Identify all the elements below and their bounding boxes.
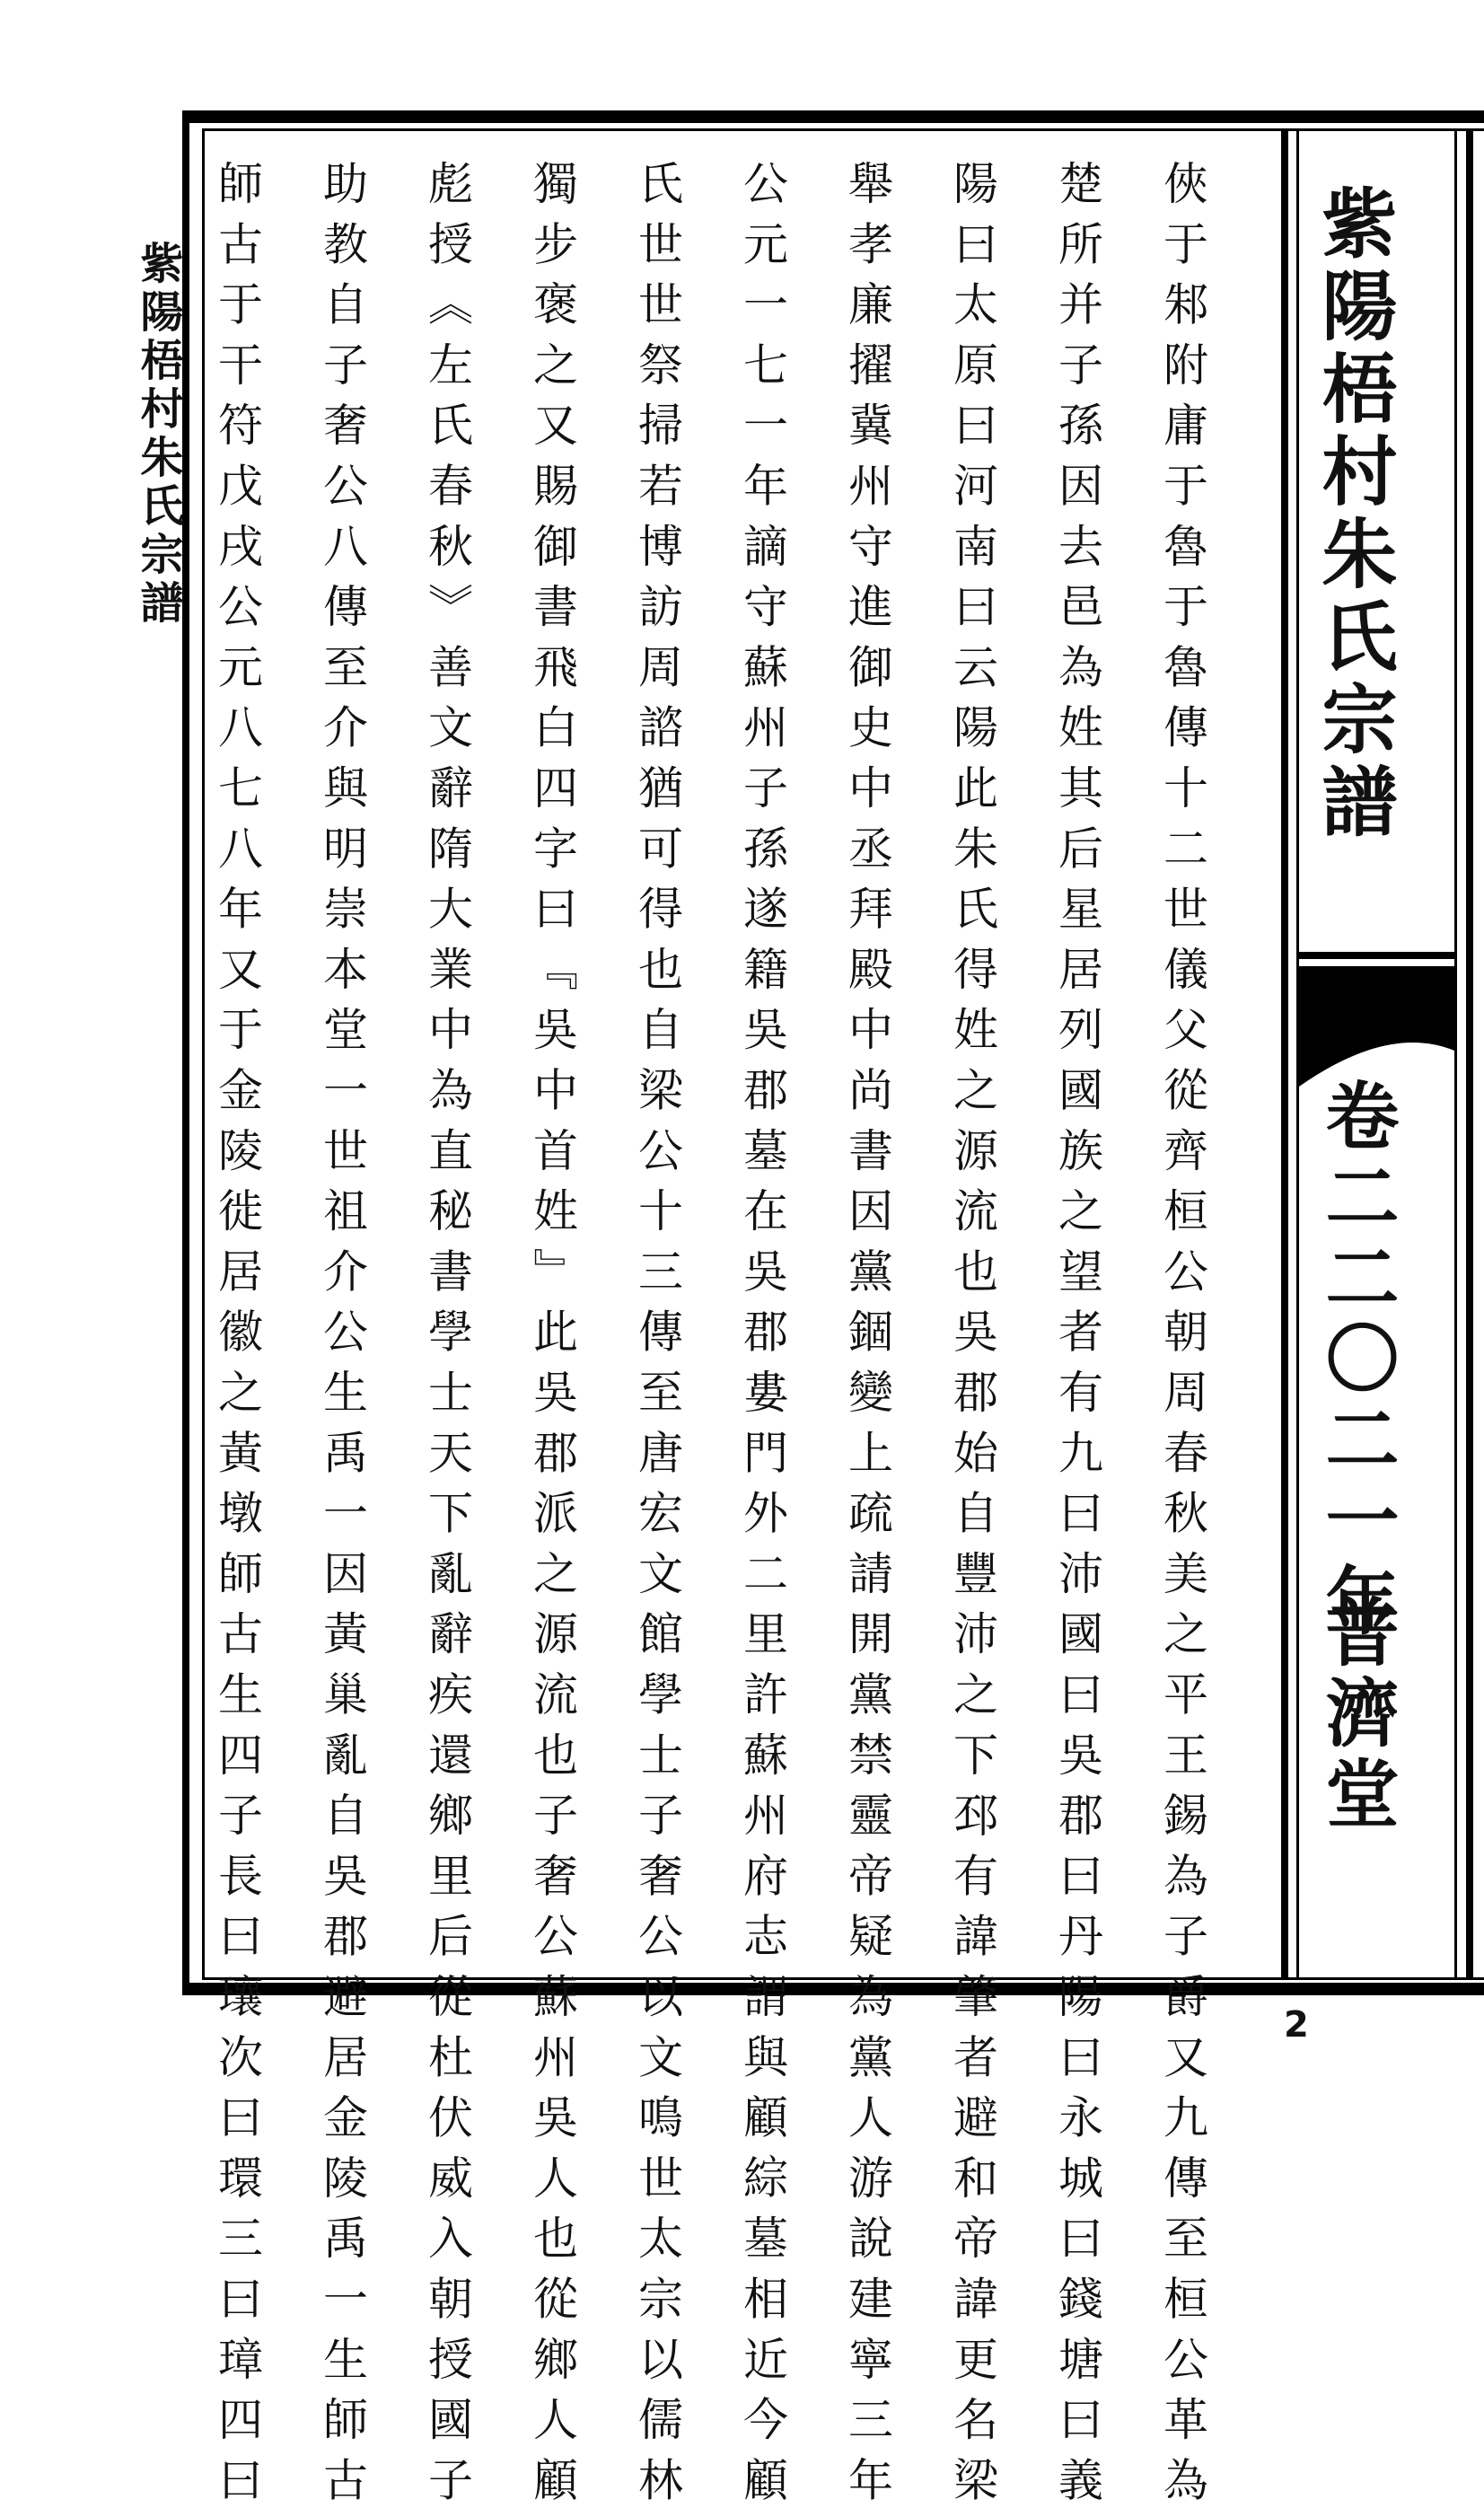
body-text (211, 160, 1234, 2517)
text-column: 師古于干符戊戌公元八七八年又于金陵徙居徽之黃墩師古生四子長曰瓖次曰環三曰璋四曰 (211, 160, 263, 2517)
banner-rule (1281, 128, 1288, 1980)
text-column: 助教自子奢公八傳至介與明崇本堂一世祖介公生禹一因黃巢亂自吳郡避居金陵禹一生師古 (316, 160, 368, 2517)
banner-title: 紫陽梧村朱氏宗譜 (1310, 184, 1399, 845)
text-column: 彪授《左氏春秋》善文辭隋大業中為直秘書學士天下亂辭疾還鄉里后從杜伏威入朝授國子 (421, 160, 473, 2517)
page-number: 2 (1284, 2004, 1309, 2046)
banner-rule (1454, 128, 1457, 1980)
text-column: 俠于邾附庸于魯于魯傳十二世儀父從齊桓公朝周春秋美之平王錫為子爵又九傳至桓公革為 (1156, 160, 1208, 2517)
banner-volume: 卷二二〇二一年 (1313, 1078, 1400, 1643)
banner-hall: 普濟堂 (1313, 1594, 1400, 1836)
text-column: 楚所并子孫因去邑為姓其后星居列國族之望者有九曰沛國曰吳郡曰丹陽曰永城曰錢塘曰義 (1051, 160, 1103, 2517)
side-title: 紫陽梧村朱氏宗譜 (133, 241, 183, 629)
banner-rule (1466, 128, 1473, 1980)
text-column: 陽曰太原曰河南曰云陽此朱氏得姓之源流也吳郡始自豐沛之下邳有諱肇者避和帝諱更名梁 (946, 160, 998, 2517)
text-column: 氏世世祭掃若博訪周諮猶可得也自梁公十三傳至唐宏文館學士子奢公以文鳴世太宗以儒林 (631, 160, 683, 2517)
text-column: 公元一七一年謫守蘇州子孫遂籍吳郡墓在吳郡婁門外二里許蘇州府志謂與顧綜墓相近今顧 (736, 160, 788, 2517)
fishtail-ornament (1299, 952, 1454, 1087)
text-column: 獨步褒之又賜御書飛白四字曰『吳中首姓』此吳郡派之源流也子奢公蘇州吳人也從鄉人顧 (526, 160, 578, 2517)
text-column: 舉孝廉擢冀州守進御史中丞拜殿中尚書因黨錮變上疏請開黨禁靈帝疑為黨人游說建寧三年 (841, 160, 893, 2517)
